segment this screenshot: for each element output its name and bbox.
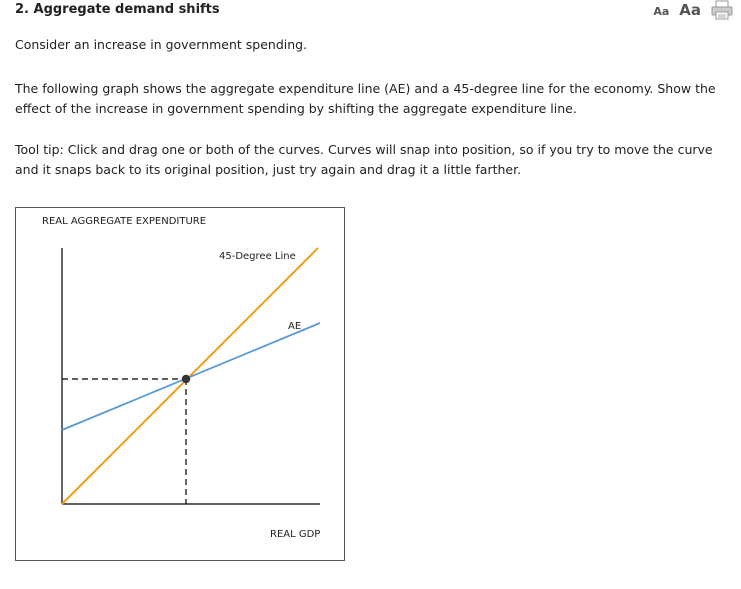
deg45-label: 45-Degree Line: [219, 251, 296, 262]
font-size-large-button[interactable]: Aa: [679, 1, 701, 19]
ae-label: AE: [288, 321, 302, 332]
instructions-text: The following graph shows the aggregate expenditure line (AE) and a 45-degree line for the economy. Show the effect of the increase in government spending by shifting the aggregate expenditure line.: [15, 81, 716, 116]
x-axis-label: REAL GDP: [270, 529, 321, 540]
ae-graph: [16, 208, 346, 562]
tooltip-text: Tool tip: Click and drag one or both of the curves. Curves will snap into position, so if you try to move the curve and it snaps back to its original position, just try again and drag it a little farther.: [15, 142, 713, 177]
printer-icon[interactable]: [711, 0, 733, 20]
question-title: 2. Aggregate demand shifts: [15, 2, 220, 17]
intro-text: Consider an increase in government spending.: [15, 37, 308, 52]
graph-panel: [15, 207, 345, 561]
equilibrium-point: [182, 375, 190, 383]
font-controls: [653, 0, 733, 20]
y-axis-label: REAL AGGREGATE EXPENDITURE: [42, 216, 207, 227]
font-size-small-button[interactable]: Aa: [653, 5, 670, 18]
ae-line[interactable]: [62, 323, 320, 430]
